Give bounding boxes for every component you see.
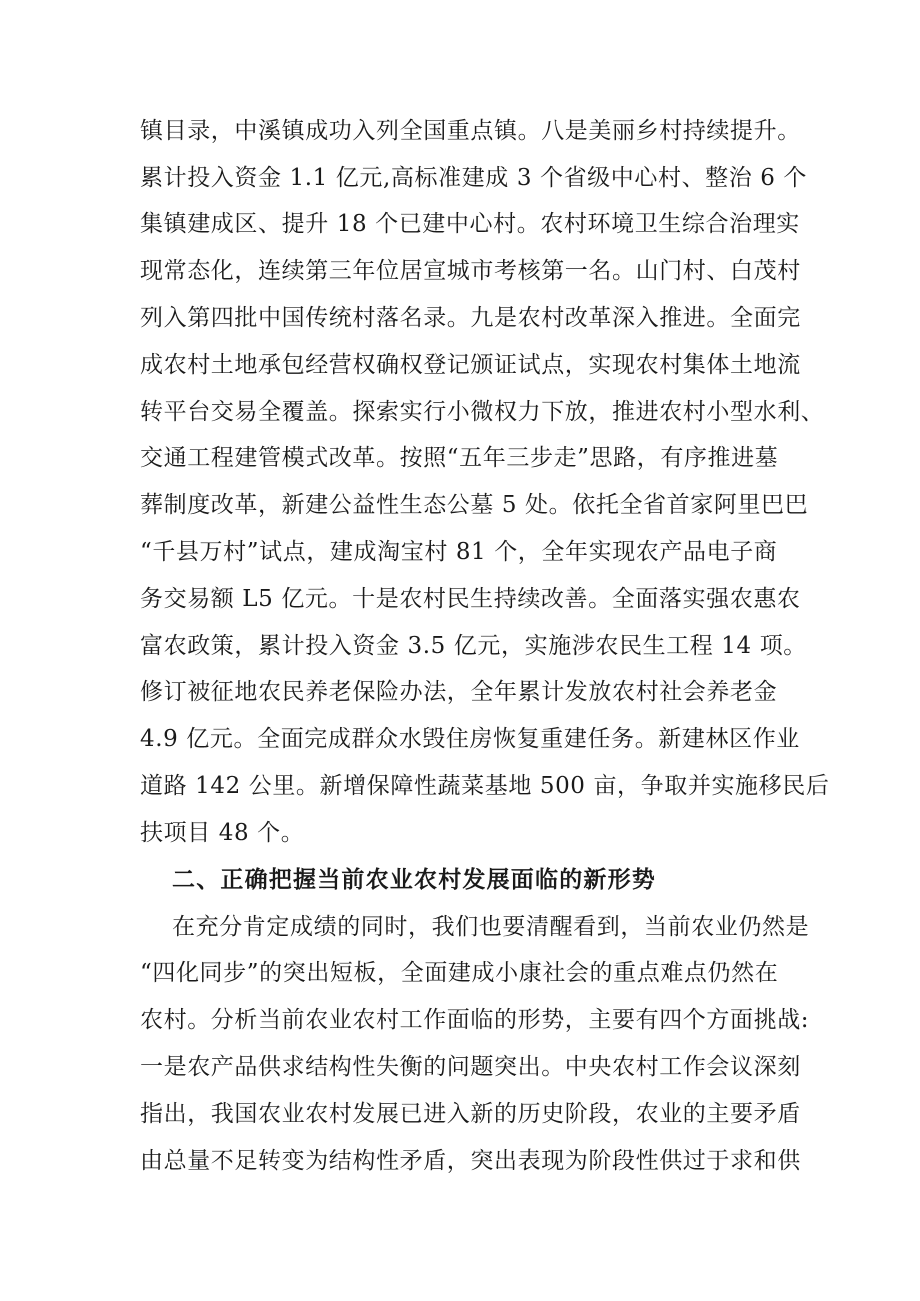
text-line: 农村。分析当前农业农村工作面临的形势，主要有四个方面挑战: xyxy=(140,1007,810,1033)
text-line: 4.9 亿元。全面完成群众水毁住房恢复重建任务。新建林区作业 xyxy=(140,726,800,752)
text-line: 道路 142 公里。新增保障性蔬菜基地 500 亩，争取并实施移民后 xyxy=(140,773,830,799)
text-line: 指出，我国农业农村发展已进入新的历史阶段，农业的主要矛盾 xyxy=(140,1101,801,1127)
text-line: 在充分肯定成绩的同时，我们也要清醒看到，当前农业仍然是 xyxy=(172,914,810,940)
text-line: 列入第四批中国传统村落名录。九是农村改革深入推进。全面完 xyxy=(140,305,801,331)
text-line: 富农政策，累计投入资金 3.5 亿元，实施涉农民生工程 14 项。 xyxy=(140,633,807,659)
text-line: 务交易额 L5 亿元。十是农村民生持续改善。全面落实强农惠农 xyxy=(140,586,801,612)
text-line: 修订被征地农民养老保险办法，全年累计发放农村社会养老金 xyxy=(140,679,778,705)
text-line: 集镇建成区、提升 18 个已建中心村。农村环境卫生综合治理实 xyxy=(140,211,800,237)
text-line: 扶项目 48 个。 xyxy=(140,820,305,846)
text-line: 现常态化，连续第三年位居宣城市考核第一名。山门村、白茂村 xyxy=(140,258,801,284)
text-line: 镇目录，中溪镇成功入列全国重点镇。八是美丽乡村持续提升。 xyxy=(140,118,801,144)
text-line: 累计投入资金 1.1 亿元,高标准建成 3 个省级中心村、整治 6 个 xyxy=(140,165,808,191)
text-line: 一是农产品供求结构性失衡的问题突出。中央农村工作会议深刻 xyxy=(140,1054,801,1080)
text-line: 交通工程建管模式改革。按照“五年三步走”思路，有序推进墓 xyxy=(140,445,779,471)
text-line: 由总量不足转变为结构性矛盾，突出表现为阶段性供过于求和供 xyxy=(140,1148,801,1174)
text-line: 成农村土地承包经营权确权登记颁证试点，实现农村集体土地流 xyxy=(140,352,801,378)
text-line: “千县万村”试点，建成淘宝村 81 个，全年实现农产品电子商 xyxy=(140,539,778,565)
text-line: “四化同步”的突出短板，全面建成小康社会的重点难点仍然在 xyxy=(140,960,779,986)
section-heading: 二、正确把握当前农业农村发展面临的新形势 xyxy=(172,867,656,893)
text-line: 葬制度改革，新建公益性生态公墓 5 处。依托全省首家阿里巴巴 xyxy=(140,492,809,518)
text-line: 转平台交易全覆盖。探索实行小微权力下放，推进农村小型水利、 xyxy=(140,399,825,425)
